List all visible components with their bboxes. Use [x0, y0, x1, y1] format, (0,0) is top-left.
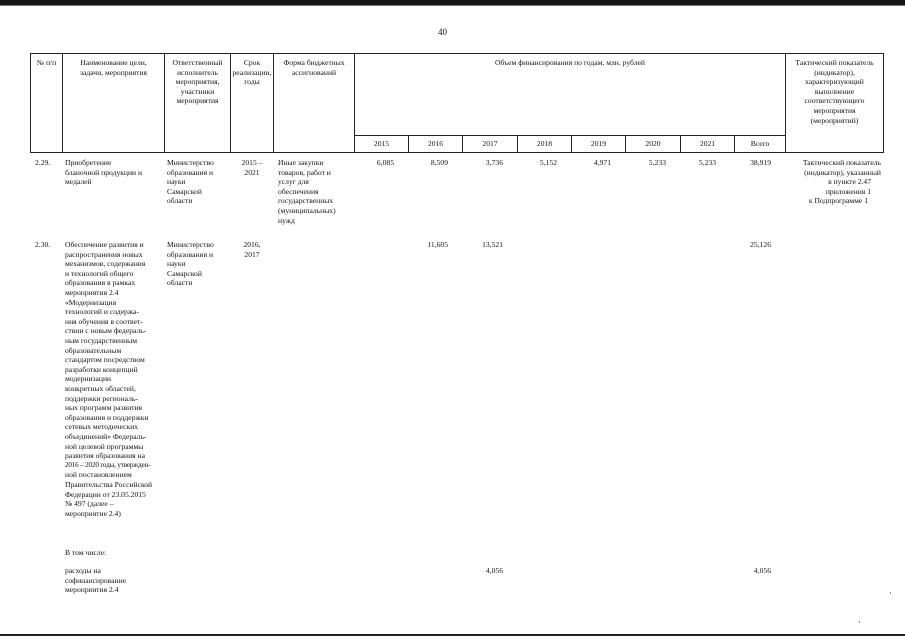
years-header-top-border: [354, 135, 785, 136]
value-2017: 4,056: [485, 566, 503, 575]
col-border-form: [354, 53, 355, 153]
year-2017: 2017: [482, 139, 498, 148]
header-volume: Объем финансирования по годам, млн. рублей: [495, 58, 645, 67]
value-2020: 5,233: [648, 158, 666, 167]
col-border-right: [883, 53, 884, 153]
value-2016: 8,509: [430, 158, 448, 167]
year-2015: 2015: [373, 139, 390, 148]
value-2017: 3,736: [485, 158, 503, 167]
scan-speck: ·: [858, 617, 861, 627]
row-number: 2.30.: [35, 240, 51, 249]
year-2016: 2016: [427, 139, 444, 148]
value-2015: 6,085: [376, 158, 394, 167]
value-2021: 5,233: [698, 158, 716, 167]
table-top-border: [30, 53, 883, 54]
col-border-left: [30, 53, 31, 153]
header-bottom-border: [30, 152, 883, 153]
header-num: № п/п: [36, 58, 57, 67]
page-top-rule: [0, 5, 905, 6]
value-total: 4,056: [753, 566, 771, 575]
scan-speck: ·: [889, 588, 892, 598]
value-total: 25,126: [750, 240, 771, 249]
year-2020: 2020: [645, 139, 661, 148]
value-2018: 5,152: [539, 158, 557, 167]
year-total: Всего: [750, 139, 770, 148]
year-2019: 2019: [590, 139, 607, 148]
year-2018: 2018: [536, 139, 553, 148]
value-2019: 4,971: [593, 158, 611, 167]
value-total: 38,919: [750, 158, 771, 167]
value-2016: 11,605: [427, 240, 448, 249]
including-label: В том числе:: [65, 548, 107, 557]
page-bottom-rule: [0, 634, 905, 636]
value-2017: 13,521: [482, 240, 503, 249]
page-number: 40: [438, 27, 447, 37]
year-2021: 2021: [699, 139, 716, 148]
row-number: 2.29.: [35, 158, 51, 167]
